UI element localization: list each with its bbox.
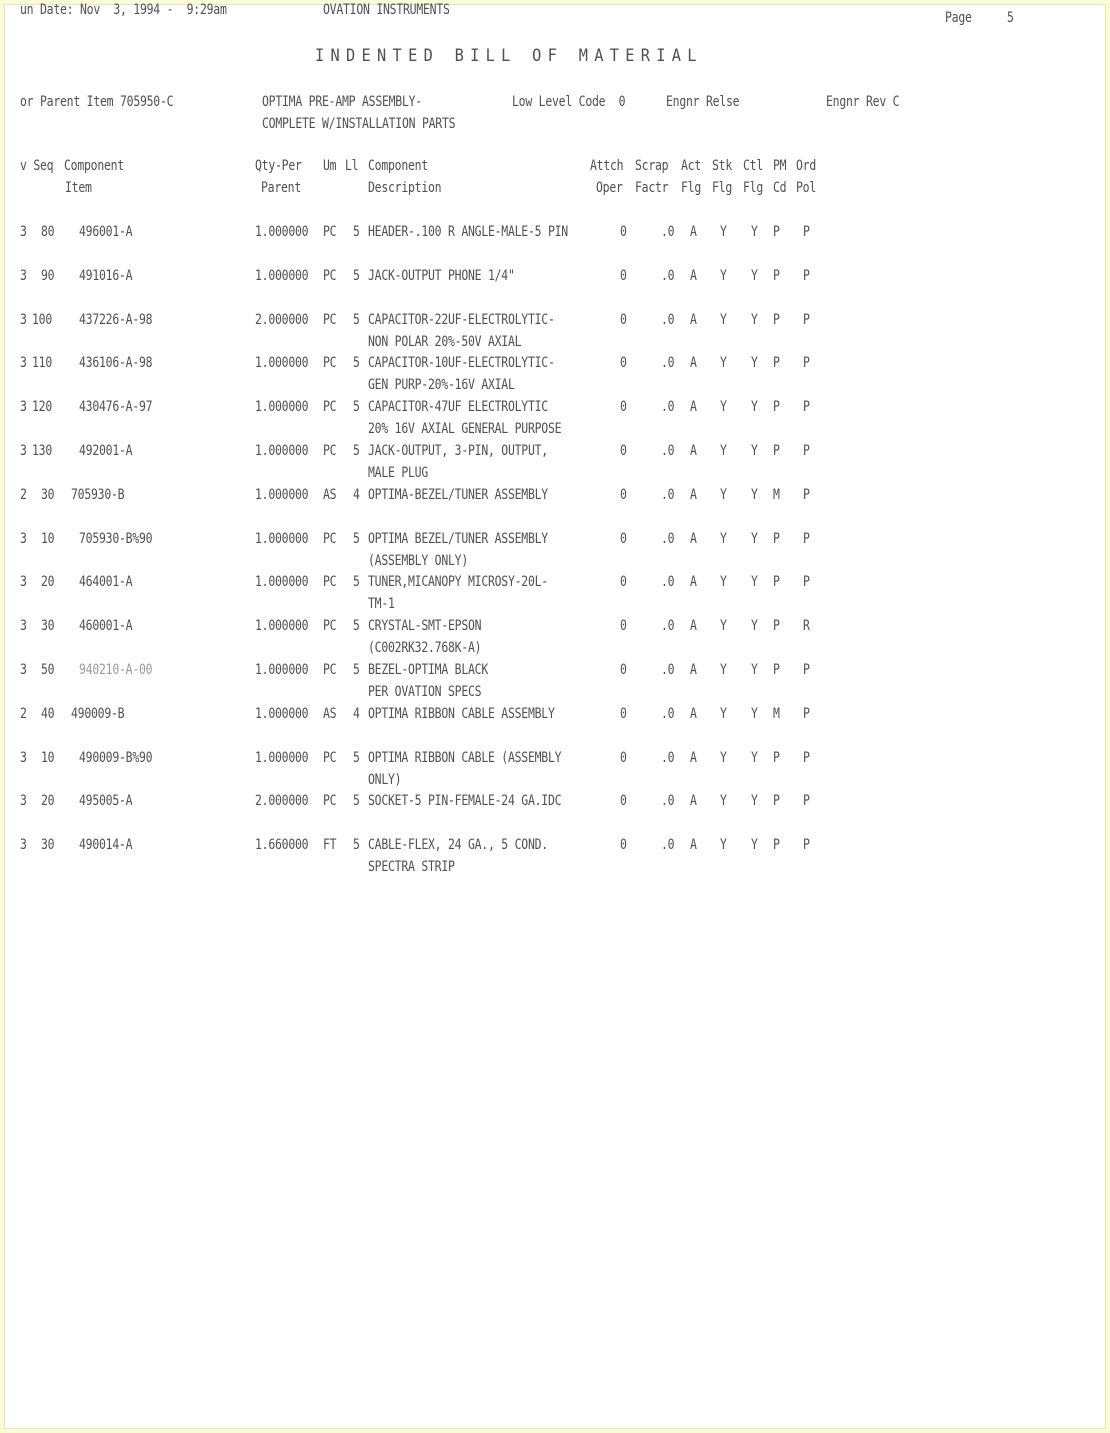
cell-seq: 110 <box>32 355 53 372</box>
cell-act-flg: A <box>690 311 697 328</box>
cell-ll: 5 <box>353 662 360 678</box>
cell-ctl-flg: Y <box>751 574 758 591</box>
cell-pm-cd: P <box>773 443 780 459</box>
cell-component-item: 490009-B <box>71 705 125 722</box>
cell-scrap-factr: .0 <box>661 749 675 766</box>
cell-um: FT <box>323 837 337 854</box>
cell-stk-flg: Y <box>720 443 727 459</box>
page-label: Page <box>945 10 972 26</box>
cell-qty-per: 1.000000 <box>255 662 309 678</box>
col-pm: PM <box>773 158 787 174</box>
cell-ctl-flg: Y <box>751 311 758 328</box>
col-oper: Oper <box>596 180 623 196</box>
cell-scrap-factr: .0 <box>661 355 675 372</box>
cell-attch-oper: 0 <box>620 267 627 284</box>
col-cd: Cd <box>773 180 787 196</box>
table-row <box>5 265 1105 309</box>
cell-pm-cd: P <box>773 355 780 372</box>
cell-pm-cd: P <box>773 793 780 810</box>
cell-attch-oper: 0 <box>620 311 627 328</box>
cell-level: 3 <box>20 267 27 284</box>
cell-ctl-flg: Y <box>751 662 758 678</box>
table-row <box>5 790 1105 834</box>
document-page <box>4 4 1106 1429</box>
cell-ll: 5 <box>353 399 360 416</box>
col-attch: Attch <box>590 158 624 174</box>
cell-ll: 5 <box>353 224 360 240</box>
cell-act-flg: A <box>690 443 697 459</box>
cell-description: CAPACITOR-22UF-ELECTROLYTIC- <box>368 311 555 328</box>
cell-um: AS <box>323 486 337 503</box>
cell-description: OPTIMA RIBBON CABLE ASSEMBLY <box>368 705 555 722</box>
cell-ord-pol: P <box>803 267 810 284</box>
cell-scrap-factr: .0 <box>661 705 675 722</box>
cell-qty-per: 1.660000 <box>255 837 309 854</box>
cell-ord-pol: P <box>803 530 810 547</box>
cell-ord-pol: P <box>803 837 810 854</box>
cell-level: 3 <box>20 618 27 635</box>
cell-stk-flg: Y <box>720 749 727 766</box>
cell-level: 3 <box>20 399 27 416</box>
table-row <box>5 484 1105 528</box>
cell-ll: 5 <box>353 837 360 854</box>
company-name: OVATION INSTRUMENTS <box>323 2 450 18</box>
cell-level: 2 <box>20 705 27 722</box>
cell-um: PC <box>323 749 337 766</box>
cell-component-item: 492001-A <box>79 443 133 459</box>
cell-act-flg: A <box>690 705 697 722</box>
cell-description-line2: (ASSEMBLY ONLY) <box>368 552 468 569</box>
cell-scrap-factr: .0 <box>661 618 675 635</box>
cell-stk-flg: Y <box>720 574 727 591</box>
cell-seq: 90 <box>41 267 55 284</box>
cell-attch-oper: 0 <box>620 355 627 372</box>
cell-description: CAPACITOR-47UF ELECTROLYTIC <box>368 399 548 416</box>
cell-component-item: 491016-A <box>79 267 133 284</box>
cell-attch-oper: 0 <box>620 486 627 503</box>
cell-qty-per: 1.000000 <box>255 267 309 284</box>
cell-attch-oper: 0 <box>620 837 627 854</box>
cell-act-flg: A <box>690 618 697 635</box>
cell-level: 3 <box>20 530 27 547</box>
cell-pm-cd: P <box>773 574 780 591</box>
cell-attch-oper: 0 <box>620 224 627 240</box>
cell-pm-cd: P <box>773 749 780 766</box>
cell-ord-pol: P <box>803 662 810 678</box>
table-row <box>5 615 1105 659</box>
cell-component-item: 437226-A-98 <box>79 311 153 328</box>
col-lv-seq: v Seq <box>20 158 54 174</box>
cell-attch-oper: 0 <box>620 530 627 547</box>
cell-stk-flg: Y <box>720 224 727 240</box>
cell-stk-flg: Y <box>720 705 727 722</box>
cell-ll: 5 <box>353 574 360 591</box>
cell-act-flg: A <box>690 574 697 591</box>
low-level-code: Low Level Code 0 <box>512 94 626 110</box>
cell-scrap-factr: .0 <box>661 574 675 591</box>
cell-ll: 5 <box>353 355 360 372</box>
cell-ord-pol: P <box>803 705 810 722</box>
cell-ord-pol: P <box>803 443 810 459</box>
col-act: Act <box>681 158 702 174</box>
cell-scrap-factr: .0 <box>661 486 675 503</box>
cell-um: PC <box>323 224 337 240</box>
cell-ord-pol: P <box>803 749 810 766</box>
cell-qty-per: 1.000000 <box>255 574 309 591</box>
cell-ctl-flg: Y <box>751 267 758 284</box>
cell-description: HEADER-.100 R ANGLE-MALE-5 PIN <box>368 224 568 240</box>
cell-pm-cd: M <box>773 486 780 503</box>
cell-act-flg: A <box>690 267 697 284</box>
cell-seq: 10 <box>41 749 55 766</box>
col-item: Item <box>65 180 92 196</box>
cell-level: 2 <box>20 486 27 503</box>
cell-ord-pol: P <box>803 486 810 503</box>
cell-description-line2: TM-1 <box>368 596 395 613</box>
cell-component-item: 430476-A-97 <box>79 399 153 416</box>
col-component: Component <box>64 158 125 174</box>
cell-act-flg: A <box>690 399 697 416</box>
cell-level: 3 <box>20 574 27 591</box>
cell-description: BEZEL-OPTIMA BLACK <box>368 662 488 678</box>
cell-um: PC <box>323 443 337 459</box>
cell-um: PC <box>323 311 337 328</box>
cell-qty-per: 1.000000 <box>255 443 309 459</box>
cell-act-flg: A <box>690 530 697 547</box>
cell-qty-per: 1.000000 <box>255 749 309 766</box>
col-stk-flg: Flg <box>712 180 733 196</box>
col-ctl: Ctl <box>743 158 764 174</box>
cell-ll: 5 <box>353 749 360 766</box>
cell-um: PC <box>323 793 337 810</box>
engnr-relse: Engnr Relse <box>666 94 740 110</box>
cell-seq: 30 <box>41 618 55 635</box>
table-row <box>5 309 1105 353</box>
cell-seq: 30 <box>41 837 55 854</box>
col-scrap: Scrap <box>635 158 669 174</box>
cell-seq: 20 <box>41 793 55 810</box>
cell-component-item: 436106-A-98 <box>79 355 153 372</box>
table-row <box>5 834 1105 878</box>
cell-scrap-factr: .0 <box>661 399 675 416</box>
run-date: un Date: Nov 3, 1994 - 9:29am <box>20 2 227 18</box>
cell-level: 3 <box>20 224 27 240</box>
cell-ctl-flg: Y <box>751 355 758 372</box>
cell-attch-oper: 0 <box>620 749 627 766</box>
cell-seq: 100 <box>32 311 53 328</box>
col-ord: Ord <box>796 158 817 174</box>
cell-level: 3 <box>20 749 27 766</box>
page-number: 5 <box>1007 10 1014 26</box>
cell-act-flg: A <box>690 793 697 810</box>
cell-act-flg: A <box>690 486 697 503</box>
cell-ll: 4 <box>353 486 360 503</box>
cell-ctl-flg: Y <box>751 705 758 722</box>
cell-level: 3 <box>20 662 27 678</box>
cell-scrap-factr: .0 <box>661 311 675 328</box>
cell-qty-per: 1.000000 <box>255 355 309 372</box>
cell-attch-oper: 0 <box>620 574 627 591</box>
cell-stk-flg: Y <box>720 311 727 328</box>
col-description: Description <box>368 180 442 196</box>
cell-component-item: 705930-B%90 <box>79 530 153 547</box>
cell-ord-pol: R <box>803 618 810 635</box>
col-ll: Ll <box>345 158 359 174</box>
cell-qty-per: 1.000000 <box>255 224 309 240</box>
cell-um: PC <box>323 574 337 591</box>
cell-stk-flg: Y <box>720 355 727 372</box>
cell-qty-per: 2.000000 <box>255 793 309 810</box>
cell-pm-cd: P <box>773 311 780 328</box>
col-parent: Parent <box>261 180 302 196</box>
cell-attch-oper: 0 <box>620 618 627 635</box>
cell-seq: 50 <box>41 662 55 678</box>
cell-description-line2: SPECTRA STRIP <box>368 859 455 876</box>
cell-seq: 30 <box>41 486 55 503</box>
cell-qty-per: 1.000000 <box>255 618 309 635</box>
col-act-flg: Flg <box>681 180 702 196</box>
cell-component-item: 460001-A <box>79 618 133 635</box>
cell-ord-pol: P <box>803 311 810 328</box>
cell-ctl-flg: Y <box>751 749 758 766</box>
cell-pm-cd: P <box>773 267 780 284</box>
cell-um: PC <box>323 399 337 416</box>
cell-description-line2: PER OVATION SPECS <box>368 684 482 700</box>
cell-pm-cd: P <box>773 837 780 854</box>
cell-pm-cd: P <box>773 618 780 635</box>
cell-qty-per: 2.000000 <box>255 311 309 328</box>
table-row <box>5 221 1105 265</box>
cell-ctl-flg: Y <box>751 618 758 635</box>
cell-description: OPTIMA RIBBON CABLE (ASSEMBLY <box>368 749 562 766</box>
cell-description-line2: 20% 16V AXIAL GENERAL PURPOSE <box>368 421 562 438</box>
cell-ctl-flg: Y <box>751 837 758 854</box>
cell-component-item: 464001-A <box>79 574 133 591</box>
cell-act-flg: A <box>690 224 697 240</box>
table-row <box>5 659 1105 703</box>
cell-stk-flg: Y <box>720 662 727 678</box>
cell-attch-oper: 0 <box>620 705 627 722</box>
cell-ctl-flg: Y <box>751 443 758 459</box>
cell-component-item: 496001-A <box>79 224 133 240</box>
cell-component-item: 705930-B <box>71 486 125 503</box>
cell-um: PC <box>323 267 337 284</box>
col-comp-desc: Component <box>368 158 429 174</box>
cell-description: CABLE-FLEX, 24 GA., 5 COND. <box>368 837 548 854</box>
cell-attch-oper: 0 <box>620 399 627 416</box>
cell-ll: 4 <box>353 705 360 722</box>
col-factr: Factr <box>635 180 669 196</box>
cell-level: 3 <box>20 311 27 328</box>
cell-attch-oper: 0 <box>620 793 627 810</box>
cell-um: AS <box>323 705 337 722</box>
cell-stk-flg: Y <box>720 267 727 284</box>
cell-pm-cd: P <box>773 224 780 240</box>
cell-component-item: 490009-B%90 <box>79 749 153 766</box>
parent-item: or Parent Item 705950-C <box>20 94 174 110</box>
cell-scrap-factr: .0 <box>661 224 675 240</box>
cell-description-line2: NON POLAR 20%-50V AXIAL <box>368 333 522 350</box>
cell-scrap-factr: .0 <box>661 662 675 678</box>
cell-pm-cd: P <box>773 662 780 678</box>
cell-ctl-flg: Y <box>751 793 758 810</box>
cell-level: 3 <box>20 837 27 854</box>
cell-stk-flg: Y <box>720 837 727 854</box>
table-row <box>5 747 1105 791</box>
cell-stk-flg: Y <box>720 399 727 416</box>
cell-ctl-flg: Y <box>751 224 758 240</box>
cell-ll: 5 <box>353 311 360 328</box>
cell-ord-pol: P <box>803 574 810 591</box>
cell-act-flg: A <box>690 662 697 678</box>
cell-level: 3 <box>20 355 27 372</box>
cell-seq: 80 <box>41 224 55 240</box>
col-ctl-flg: Flg <box>743 180 764 196</box>
cell-scrap-factr: .0 <box>661 793 675 810</box>
cell-qty-per: 1.000000 <box>255 705 309 722</box>
cell-component-item: 495005-A <box>79 793 133 810</box>
cell-stk-flg: Y <box>720 486 727 503</box>
cell-ord-pol: P <box>803 793 810 810</box>
cell-stk-flg: Y <box>720 793 727 810</box>
cell-um: PC <box>323 618 337 635</box>
cell-description: SOCKET-5 PIN-FEMALE-24 GA.IDC <box>368 793 562 810</box>
cell-component-item: 490014-A <box>79 837 133 854</box>
cell-scrap-factr: .0 <box>661 837 675 854</box>
cell-seq: 130 <box>32 443 53 459</box>
cell-pm-cd: M <box>773 705 780 722</box>
table-row <box>5 396 1105 440</box>
table-row <box>5 528 1105 572</box>
col-um: Um <box>323 158 337 174</box>
cell-ll: 5 <box>353 793 360 810</box>
table-row <box>5 352 1105 396</box>
cell-ord-pol: P <box>803 355 810 372</box>
cell-qty-per: 1.000000 <box>255 399 309 416</box>
parent-desc-line1: OPTIMA PRE-AMP ASSEMBLY- <box>262 94 422 110</box>
cell-level: 3 <box>20 793 27 810</box>
cell-description: CAPACITOR-10UF-ELECTROLYTIC- <box>368 355 555 372</box>
cell-description: CRYSTAL-SMT-EPSON <box>368 618 482 635</box>
cell-component-item: 940210-A-00 <box>79 662 153 678</box>
cell-ord-pol: P <box>803 399 810 416</box>
cell-ord-pol: P <box>803 224 810 240</box>
cell-description: OPTIMA-BEZEL/TUNER ASSEMBLY <box>368 486 548 503</box>
cell-um: PC <box>323 662 337 678</box>
table-row <box>5 703 1105 747</box>
cell-seq: 120 <box>32 399 53 416</box>
cell-ctl-flg: Y <box>751 399 758 416</box>
cell-description: JACK-OUTPUT PHONE 1/4" <box>368 267 515 284</box>
col-stk: Stk <box>712 158 733 174</box>
cell-scrap-factr: .0 <box>661 443 675 459</box>
cell-act-flg: A <box>690 837 697 854</box>
cell-description-line2: ONLY) <box>368 771 402 788</box>
cell-stk-flg: Y <box>720 618 727 635</box>
col-pol: Pol <box>796 180 817 196</box>
cell-level: 3 <box>20 443 27 459</box>
cell-seq: 40 <box>41 705 55 722</box>
cell-qty-per: 1.000000 <box>255 530 309 547</box>
engnr-rev: Engnr Rev C <box>826 94 900 110</box>
cell-ll: 5 <box>353 618 360 635</box>
parent-desc-line2: COMPLETE W/INSTALLATION PARTS <box>262 116 456 132</box>
cell-description-line2: (C002RK32.768K-A) <box>368 640 482 657</box>
table-row <box>5 571 1105 615</box>
cell-um: PC <box>323 530 337 547</box>
cell-seq: 10 <box>41 530 55 547</box>
cell-stk-flg: Y <box>720 530 727 547</box>
cell-description: JACK-OUTPUT, 3-PIN, OUTPUT, <box>368 443 548 459</box>
col-qty-per: Qty-Per <box>255 158 302 174</box>
cell-description-line2: GEN PURP-20%-16V AXIAL <box>368 377 515 394</box>
cell-attch-oper: 0 <box>620 443 627 459</box>
cell-ctl-flg: Y <box>751 486 758 503</box>
cell-act-flg: A <box>690 355 697 372</box>
report-title: INDENTED BILL OF MATERIAL <box>315 46 703 66</box>
cell-um: PC <box>323 355 337 372</box>
cell-attch-oper: 0 <box>620 662 627 678</box>
cell-scrap-factr: .0 <box>661 530 675 547</box>
cell-scrap-factr: .0 <box>661 267 675 284</box>
cell-pm-cd: P <box>773 530 780 547</box>
cell-qty-per: 1.000000 <box>255 486 309 503</box>
cell-ctl-flg: Y <box>751 530 758 547</box>
cell-ll: 5 <box>353 443 360 459</box>
cell-pm-cd: P <box>773 399 780 416</box>
cell-description: TUNER,MICANOPY MICROSY-20L- <box>368 574 548 591</box>
cell-description-line2: MALE PLUG <box>368 465 429 481</box>
cell-ll: 5 <box>353 530 360 547</box>
cell-seq: 20 <box>41 574 55 591</box>
table-row <box>5 440 1105 484</box>
cell-description: OPTIMA BEZEL/TUNER ASSEMBLY <box>368 530 548 547</box>
cell-ll: 5 <box>353 267 360 284</box>
cell-act-flg: A <box>690 749 697 766</box>
